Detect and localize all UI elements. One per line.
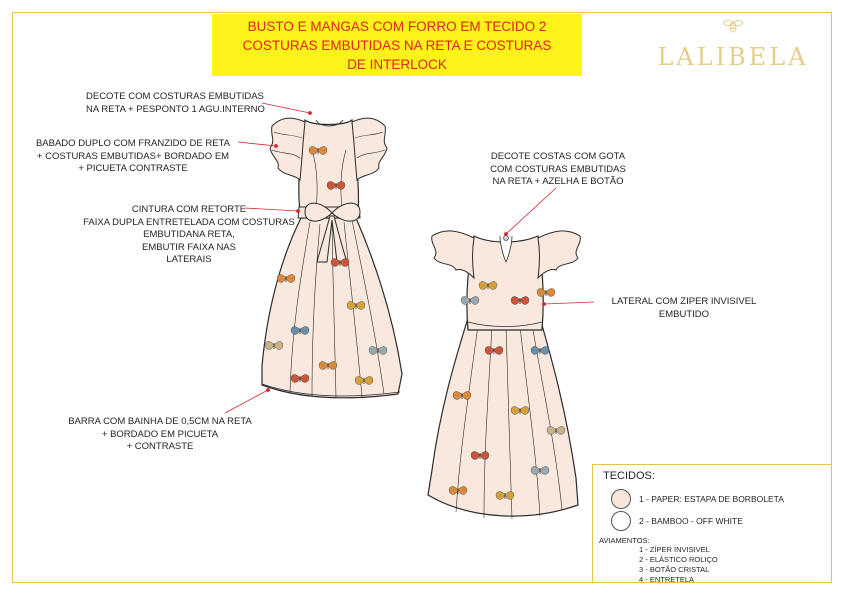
banner-line: DE INTERLOCK [347,57,447,72]
trim-item: 2 - ELÁSTICO ROLIÇO [639,555,718,564]
front-ruffle-left [270,118,305,180]
note-line: EMBUTIR FAIXA NAS [142,241,236,253]
fabric-swatch-2 [611,511,631,531]
note-line: COM COSTURAS EMBUTIDAS [490,163,626,175]
note-line: BABADO DUPLO COM FRANZIDO DE RETA [35,138,231,149]
trims-list [639,545,718,585]
trim-item: 3 - BOTÃO CRISTAL [639,565,710,574]
back-skirt [428,318,578,516]
note-line: LATERAL COM ZIPER INVISIVEL [611,296,757,307]
note-line: EMBUTIDO [658,308,710,320]
note-line: FAIXA DUPLA ENTRETELADA COM COSTURAS [83,216,295,228]
trim-item: 1 - ZÍPER INVISIVEL [639,545,710,554]
back-ruffle-right [538,231,580,278]
front-ruffle-right [352,118,387,180]
note-line: NA RETA + PESPONTO 1 AGU.INTERNO [86,103,265,115]
note-line: LATERAIS [166,254,212,265]
fabric-legend [592,464,832,583]
fabric-swatch-1 [611,489,631,509]
note-line: EMBUTIDANA RETA, [143,229,235,240]
note-ruffle [28,138,238,176]
note-line: + COSTURAS EMBUTIDAS+ BORDADO EM [36,150,230,162]
legend-title: TECIDOS: [603,470,655,482]
note-waist [74,204,304,267]
note-neckline-front [86,91,265,116]
fabric-label-1: 1 - PAPER: ESTAPA DE BORBOLETA [639,494,784,504]
brand-name: LALIBELA [657,43,809,71]
note-zipper [596,296,772,321]
note-line: + PICUETA CONTRASTE [78,163,188,174]
back-ruffle-left [432,231,474,278]
trim-item: 4 - ENTRETELA [639,575,695,584]
note-line: DECOTE COM COSTURAS EMBUTIDAS [86,91,264,102]
trims-title: AVIAMENTOS: [599,536,650,545]
front-bodice [299,120,359,212]
banner-line: COSTURAS EMBUTIDAS NA RETA E COSTURAS [242,38,552,53]
fabric-label-2: 2 - BAMBOO - OFF WHITE [639,516,743,526]
note-line: DECOTE COSTAS COM GOTA [490,151,626,162]
note-line: BARRA COM BAINHA DE 0,5CM NA RETA [68,416,252,427]
note-line: + BORDADO EM PICUETA [101,428,219,440]
note-hem [60,416,260,454]
note-line: NA RETA + AZELHA E BOTÃO [492,176,624,187]
banner-line: BUSTO E MANGAS COM FORRO EM TECIDO 2 [247,19,547,34]
note-neckline-back [478,151,638,189]
note-line: CINTURA COM RETORTE [131,204,247,215]
note-line: + CONTRASTE [126,441,194,452]
